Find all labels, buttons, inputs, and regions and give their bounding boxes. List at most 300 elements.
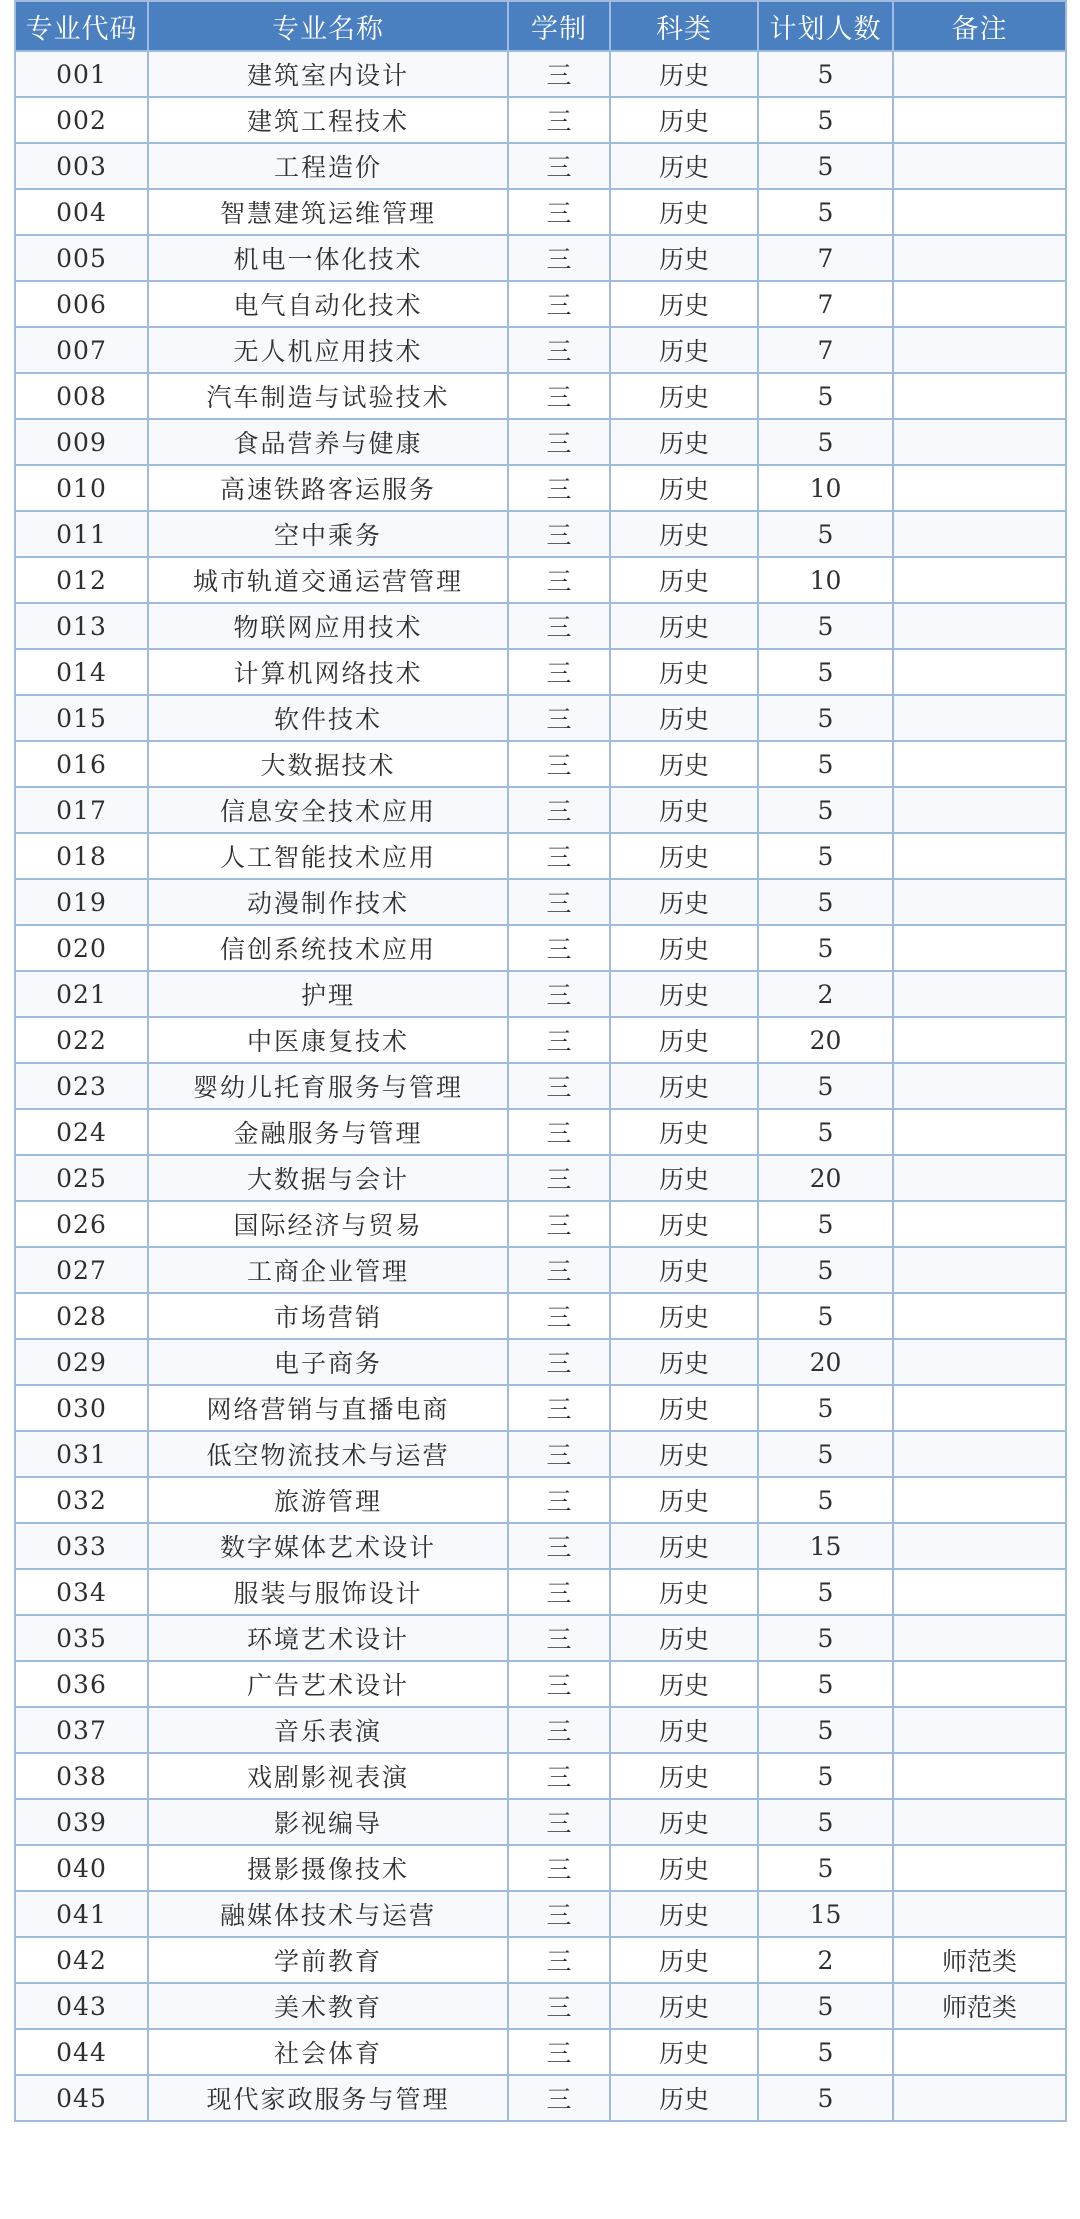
table-row: [15, 1247, 1066, 1293]
plan-count-cell: 7: [758, 235, 893, 281]
major-code-cell: 040: [15, 1845, 148, 1891]
major-code-cell: 020: [15, 925, 148, 971]
category-cell: 历史: [610, 1753, 758, 1799]
major-code-cell: 045: [15, 2075, 148, 2121]
duration-cell: 三: [508, 557, 610, 603]
duration-cell: 三: [508, 649, 610, 695]
plan-count-cell: 20: [758, 1339, 893, 1385]
plan-count-cell: 5: [758, 143, 893, 189]
remarks-cell: [893, 1155, 1066, 1201]
major-name-cell: 物联网应用技术: [148, 603, 508, 649]
major-name-cell: 低空物流技术与运营: [148, 1431, 508, 1477]
major-code-cell: 026: [15, 1201, 148, 1247]
category-cell: 历史: [610, 1891, 758, 1937]
duration-cell: 三: [508, 97, 610, 143]
table-row: [15, 1523, 1066, 1569]
table-row: [15, 1155, 1066, 1201]
remarks-cell: [893, 925, 1066, 971]
table-row: [15, 97, 1066, 143]
major-code-cell: 010: [15, 465, 148, 511]
header-category: 科类: [610, 1, 758, 51]
category-cell: 历史: [610, 2029, 758, 2075]
major-code-cell: 009: [15, 419, 148, 465]
table-row: [15, 603, 1066, 649]
category-cell: 历史: [610, 419, 758, 465]
duration-cell: 三: [508, 1063, 610, 1109]
duration-cell: 三: [508, 1339, 610, 1385]
remarks-cell: [893, 373, 1066, 419]
table-row: [15, 235, 1066, 281]
plan-count-cell: 5: [758, 1569, 893, 1615]
table-row: [15, 1293, 1066, 1339]
remarks-cell: [893, 879, 1066, 925]
duration-cell: 三: [508, 1937, 610, 1983]
major-code-cell: 028: [15, 1293, 148, 1339]
table-row: [15, 1615, 1066, 1661]
major-name-cell: 软件技术: [148, 695, 508, 741]
table-row: [15, 511, 1066, 557]
major-name-cell: 网络营销与直播电商: [148, 1385, 508, 1431]
major-code-cell: 004: [15, 189, 148, 235]
duration-cell: 三: [508, 419, 610, 465]
plan-count-cell: 5: [758, 741, 893, 787]
category-cell: 历史: [610, 1937, 758, 1983]
remarks-cell: [893, 143, 1066, 189]
major-code-cell: 034: [15, 1569, 148, 1615]
major-code-cell: 041: [15, 1891, 148, 1937]
remarks-cell: [893, 971, 1066, 1017]
plan-count-cell: 5: [758, 1431, 893, 1477]
plan-count-cell: 5: [758, 419, 893, 465]
major-code-cell: 043: [15, 1983, 148, 2029]
duration-cell: 三: [508, 373, 610, 419]
category-cell: 历史: [610, 235, 758, 281]
duration-cell: 三: [508, 1523, 610, 1569]
major-code-cell: 038: [15, 1753, 148, 1799]
category-cell: 历史: [610, 51, 758, 97]
major-name-cell: 融媒体技术与运营: [148, 1891, 508, 1937]
plan-count-cell: 5: [758, 1293, 893, 1339]
header-remarks: 备注: [893, 1, 1066, 51]
remarks-cell: [893, 1201, 1066, 1247]
remarks-cell: [893, 741, 1066, 787]
duration-cell: 三: [508, 787, 610, 833]
major-name-cell: 信息安全技术应用: [148, 787, 508, 833]
category-cell: 历史: [610, 1247, 758, 1293]
duration-cell: 三: [508, 281, 610, 327]
remarks-cell: [893, 1799, 1066, 1845]
category-cell: 历史: [610, 1431, 758, 1477]
remarks-cell: [893, 235, 1066, 281]
remarks-cell: [893, 511, 1066, 557]
major-name-cell: 摄影摄像技术: [148, 1845, 508, 1891]
plan-count-cell: 5: [758, 1385, 893, 1431]
plan-count-cell: 7: [758, 281, 893, 327]
duration-cell: 三: [508, 879, 610, 925]
major-code-cell: 016: [15, 741, 148, 787]
table-row: [15, 879, 1066, 925]
major-name-cell: 电气自动化技术: [148, 281, 508, 327]
plan-count-cell: 5: [758, 1477, 893, 1523]
table-row: [15, 925, 1066, 971]
table-row: [15, 189, 1066, 235]
table-row: [15, 1431, 1066, 1477]
duration-cell: 三: [508, 2075, 610, 2121]
plan-count-cell: 5: [758, 1661, 893, 1707]
plan-count-cell: 2: [758, 971, 893, 1017]
major-code-cell: 027: [15, 1247, 148, 1293]
plan-count-cell: 2: [758, 1937, 893, 1983]
major-name-cell: 大数据技术: [148, 741, 508, 787]
remarks-cell: [893, 1891, 1066, 1937]
major-name-cell: 戏剧影视表演: [148, 1753, 508, 1799]
duration-cell: 三: [508, 2029, 610, 2075]
remarks-cell: [893, 649, 1066, 695]
major-code-cell: 021: [15, 971, 148, 1017]
plan-count-cell: 5: [758, 1753, 893, 1799]
major-name-cell: 广告艺术设计: [148, 1661, 508, 1707]
table-row: [15, 1891, 1066, 1937]
category-cell: 历史: [610, 1339, 758, 1385]
category-cell: 历史: [610, 1017, 758, 1063]
duration-cell: 三: [508, 1661, 610, 1707]
remarks-cell: 师范类: [893, 1937, 1066, 1983]
remarks-cell: [893, 1017, 1066, 1063]
major-name-cell: 高速铁路客运服务: [148, 465, 508, 511]
category-cell: 历史: [610, 833, 758, 879]
remarks-cell: [893, 1523, 1066, 1569]
remarks-cell: [893, 327, 1066, 373]
major-name-cell: 建筑室内设计: [148, 51, 508, 97]
category-cell: 历史: [610, 1523, 758, 1569]
category-cell: 历史: [610, 1155, 758, 1201]
table-row: [15, 833, 1066, 879]
table-row: [15, 1477, 1066, 1523]
remarks-cell: [893, 1753, 1066, 1799]
plan-count-cell: 5: [758, 925, 893, 971]
major-name-cell: 环境艺术设计: [148, 1615, 508, 1661]
duration-cell: 三: [508, 1155, 610, 1201]
major-name-cell: 人工智能技术应用: [148, 833, 508, 879]
plan-count-cell: 5: [758, 649, 893, 695]
major-name-cell: 社会体育: [148, 2029, 508, 2075]
major-name-cell: 服装与服饰设计: [148, 1569, 508, 1615]
header-duration: 学制: [508, 1, 610, 51]
category-cell: 历史: [610, 511, 758, 557]
major-code-cell: 035: [15, 1615, 148, 1661]
plan-count-cell: 5: [758, 833, 893, 879]
major-code-cell: 008: [15, 373, 148, 419]
duration-cell: 三: [508, 1017, 610, 1063]
major-name-cell: 信创系统技术应用: [148, 925, 508, 971]
table-row: [15, 1109, 1066, 1155]
major-name-cell: 美术教育: [148, 1983, 508, 2029]
plan-count-cell: 15: [758, 1891, 893, 1937]
major-code-cell: 039: [15, 1799, 148, 1845]
duration-cell: 三: [508, 603, 610, 649]
header-major-code: 专业代码: [15, 1, 148, 51]
major-name-cell: 中医康复技术: [148, 1017, 508, 1063]
table-row: [15, 1845, 1066, 1891]
header-row: [15, 1, 1066, 51]
category-cell: 历史: [610, 925, 758, 971]
major-code-cell: 042: [15, 1937, 148, 1983]
major-code-cell: 030: [15, 1385, 148, 1431]
duration-cell: 三: [508, 511, 610, 557]
table-row: [15, 1983, 1066, 2029]
major-name-cell: 现代家政服务与管理: [148, 2075, 508, 2121]
major-code-cell: 029: [15, 1339, 148, 1385]
duration-cell: 三: [508, 971, 610, 1017]
major-name-cell: 数字媒体艺术设计: [148, 1523, 508, 1569]
remarks-cell: [893, 1477, 1066, 1523]
table-row: [15, 741, 1066, 787]
category-cell: 历史: [610, 1293, 758, 1339]
category-cell: 历史: [610, 879, 758, 925]
enrollment-plan-table: [14, 0, 1067, 2122]
major-name-cell: 市场营销: [148, 1293, 508, 1339]
major-code-cell: 001: [15, 51, 148, 97]
major-code-cell: 024: [15, 1109, 148, 1155]
remarks-cell: [893, 787, 1066, 833]
table-row: [15, 1569, 1066, 1615]
major-name-cell: 旅游管理: [148, 1477, 508, 1523]
remarks-cell: [893, 833, 1066, 879]
plan-count-cell: 5: [758, 373, 893, 419]
duration-cell: 三: [508, 925, 610, 971]
remarks-cell: [893, 1431, 1066, 1477]
category-cell: 历史: [610, 787, 758, 833]
remarks-cell: [893, 1707, 1066, 1753]
table-row: [15, 1661, 1066, 1707]
major-code-cell: 005: [15, 235, 148, 281]
plan-count-cell: 5: [758, 787, 893, 833]
plan-count-cell: 5: [758, 97, 893, 143]
duration-cell: 三: [508, 1983, 610, 2029]
major-code-cell: 036: [15, 1661, 148, 1707]
major-code-cell: 017: [15, 787, 148, 833]
major-name-cell: 计算机网络技术: [148, 649, 508, 695]
major-code-cell: 012: [15, 557, 148, 603]
major-name-cell: 动漫制作技术: [148, 879, 508, 925]
table-row: [15, 557, 1066, 603]
category-cell: 历史: [610, 695, 758, 741]
plan-count-cell: 5: [758, 1845, 893, 1891]
plan-count-cell: 7: [758, 327, 893, 373]
duration-cell: 三: [508, 1293, 610, 1339]
remarks-cell: [893, 51, 1066, 97]
category-cell: 历史: [610, 1477, 758, 1523]
plan-count-cell: 20: [758, 1155, 893, 1201]
duration-cell: 三: [508, 741, 610, 787]
remarks-cell: [893, 1845, 1066, 1891]
plan-count-cell: 5: [758, 1983, 893, 2029]
plan-count-cell: 20: [758, 1017, 893, 1063]
table-row: [15, 1753, 1066, 1799]
plan-count-cell: 5: [758, 603, 893, 649]
table-row: [15, 419, 1066, 465]
major-code-cell: 032: [15, 1477, 148, 1523]
remarks-cell: [893, 603, 1066, 649]
major-code-cell: 033: [15, 1523, 148, 1569]
plan-count-cell: 5: [758, 1063, 893, 1109]
remarks-cell: [893, 281, 1066, 327]
table-row: [15, 2029, 1066, 2075]
duration-cell: 三: [508, 327, 610, 373]
plan-count-cell: 5: [758, 1615, 893, 1661]
major-name-cell: 学前教育: [148, 1937, 508, 1983]
remarks-cell: [893, 1339, 1066, 1385]
table-row: [15, 1063, 1066, 1109]
remarks-cell: [893, 2075, 1066, 2121]
category-cell: 历史: [610, 971, 758, 1017]
category-cell: 历史: [610, 557, 758, 603]
table-body: [15, 51, 1066, 2121]
remarks-cell: [893, 1109, 1066, 1155]
major-code-cell: 044: [15, 2029, 148, 2075]
header-plan-count: 计划人数: [758, 1, 893, 51]
remarks-cell: [893, 1293, 1066, 1339]
category-cell: 历史: [610, 465, 758, 511]
table-row: [15, 971, 1066, 1017]
table-row: [15, 327, 1066, 373]
duration-cell: 三: [508, 1477, 610, 1523]
plan-count-cell: 15: [758, 1523, 893, 1569]
major-code-cell: 014: [15, 649, 148, 695]
plan-count-cell: 5: [758, 51, 893, 97]
table-row: [15, 1707, 1066, 1753]
table-row: [15, 51, 1066, 97]
plan-count-cell: 5: [758, 1247, 893, 1293]
category-cell: 历史: [610, 1569, 758, 1615]
table-row: [15, 695, 1066, 741]
duration-cell: 三: [508, 143, 610, 189]
major-code-cell: 037: [15, 1707, 148, 1753]
major-name-cell: 汽车制造与试验技术: [148, 373, 508, 419]
table-header: [15, 1, 1066, 51]
plan-count-cell: 10: [758, 557, 893, 603]
major-name-cell: 无人机应用技术: [148, 327, 508, 373]
major-code-cell: 011: [15, 511, 148, 557]
category-cell: 历史: [610, 143, 758, 189]
plan-count-cell: 5: [758, 189, 893, 235]
duration-cell: 三: [508, 189, 610, 235]
remarks-cell: [893, 465, 1066, 511]
remarks-cell: [893, 1247, 1066, 1293]
major-name-cell: 电子商务: [148, 1339, 508, 1385]
duration-cell: 三: [508, 1799, 610, 1845]
category-cell: 历史: [610, 1845, 758, 1891]
major-code-cell: 025: [15, 1155, 148, 1201]
major-name-cell: 工商企业管理: [148, 1247, 508, 1293]
plan-count-cell: 5: [758, 695, 893, 741]
category-cell: 历史: [610, 2075, 758, 2121]
major-code-cell: 007: [15, 327, 148, 373]
remarks-cell: 师范类: [893, 1983, 1066, 2029]
plan-count-cell: 5: [758, 1201, 893, 1247]
duration-cell: 三: [508, 695, 610, 741]
category-cell: 历史: [610, 649, 758, 695]
major-code-cell: 023: [15, 1063, 148, 1109]
table-row: [15, 2075, 1066, 2121]
header-major-name: 专业名称: [148, 1, 508, 51]
plan-count-cell: 5: [758, 1109, 893, 1155]
plan-count-cell: 5: [758, 2075, 893, 2121]
table-row: [15, 465, 1066, 511]
table-row: [15, 1017, 1066, 1063]
duration-cell: 三: [508, 1109, 610, 1155]
category-cell: 历史: [610, 1707, 758, 1753]
remarks-cell: [893, 2029, 1066, 2075]
remarks-cell: [893, 419, 1066, 465]
major-code-cell: 015: [15, 695, 148, 741]
major-name-cell: 国际经济与贸易: [148, 1201, 508, 1247]
category-cell: 历史: [610, 1661, 758, 1707]
plan-count-cell: 5: [758, 2029, 893, 2075]
duration-cell: 三: [508, 51, 610, 97]
category-cell: 历史: [610, 1799, 758, 1845]
major-code-cell: 031: [15, 1431, 148, 1477]
remarks-cell: [893, 1385, 1066, 1431]
table-row: [15, 143, 1066, 189]
major-name-cell: 大数据与会计: [148, 1155, 508, 1201]
major-code-cell: 006: [15, 281, 148, 327]
major-code-cell: 022: [15, 1017, 148, 1063]
duration-cell: 三: [508, 1615, 610, 1661]
category-cell: 历史: [610, 1201, 758, 1247]
category-cell: 历史: [610, 97, 758, 143]
remarks-cell: [893, 97, 1066, 143]
remarks-cell: [893, 695, 1066, 741]
table-row: [15, 281, 1066, 327]
major-code-cell: 013: [15, 603, 148, 649]
category-cell: 历史: [610, 741, 758, 787]
major-name-cell: 城市轨道交通运营管理: [148, 557, 508, 603]
major-name-cell: 建筑工程技术: [148, 97, 508, 143]
remarks-cell: [893, 189, 1066, 235]
major-name-cell: 食品营养与健康: [148, 419, 508, 465]
category-cell: 历史: [610, 1063, 758, 1109]
duration-cell: 三: [508, 1431, 610, 1477]
major-name-cell: 音乐表演: [148, 1707, 508, 1753]
plan-count-cell: 5: [758, 1707, 893, 1753]
duration-cell: 三: [508, 1247, 610, 1293]
major-code-cell: 002: [15, 97, 148, 143]
duration-cell: 三: [508, 1753, 610, 1799]
remarks-cell: [893, 1615, 1066, 1661]
duration-cell: 三: [508, 833, 610, 879]
major-name-cell: 空中乘务: [148, 511, 508, 557]
category-cell: 历史: [610, 1385, 758, 1431]
duration-cell: 三: [508, 1385, 610, 1431]
plan-count-cell: 5: [758, 1799, 893, 1845]
category-cell: 历史: [610, 373, 758, 419]
category-cell: 历史: [610, 327, 758, 373]
table-row: [15, 1339, 1066, 1385]
major-name-cell: 婴幼儿托育服务与管理: [148, 1063, 508, 1109]
duration-cell: 三: [508, 1845, 610, 1891]
duration-cell: 三: [508, 1201, 610, 1247]
major-name-cell: 智慧建筑运维管理: [148, 189, 508, 235]
table-row: [15, 1937, 1066, 1983]
major-name-cell: 影视编导: [148, 1799, 508, 1845]
duration-cell: 三: [508, 1569, 610, 1615]
major-name-cell: 护理: [148, 971, 508, 1017]
category-cell: 历史: [610, 1615, 758, 1661]
category-cell: 历史: [610, 603, 758, 649]
plan-count-cell: 10: [758, 465, 893, 511]
major-name-cell: 机电一体化技术: [148, 235, 508, 281]
